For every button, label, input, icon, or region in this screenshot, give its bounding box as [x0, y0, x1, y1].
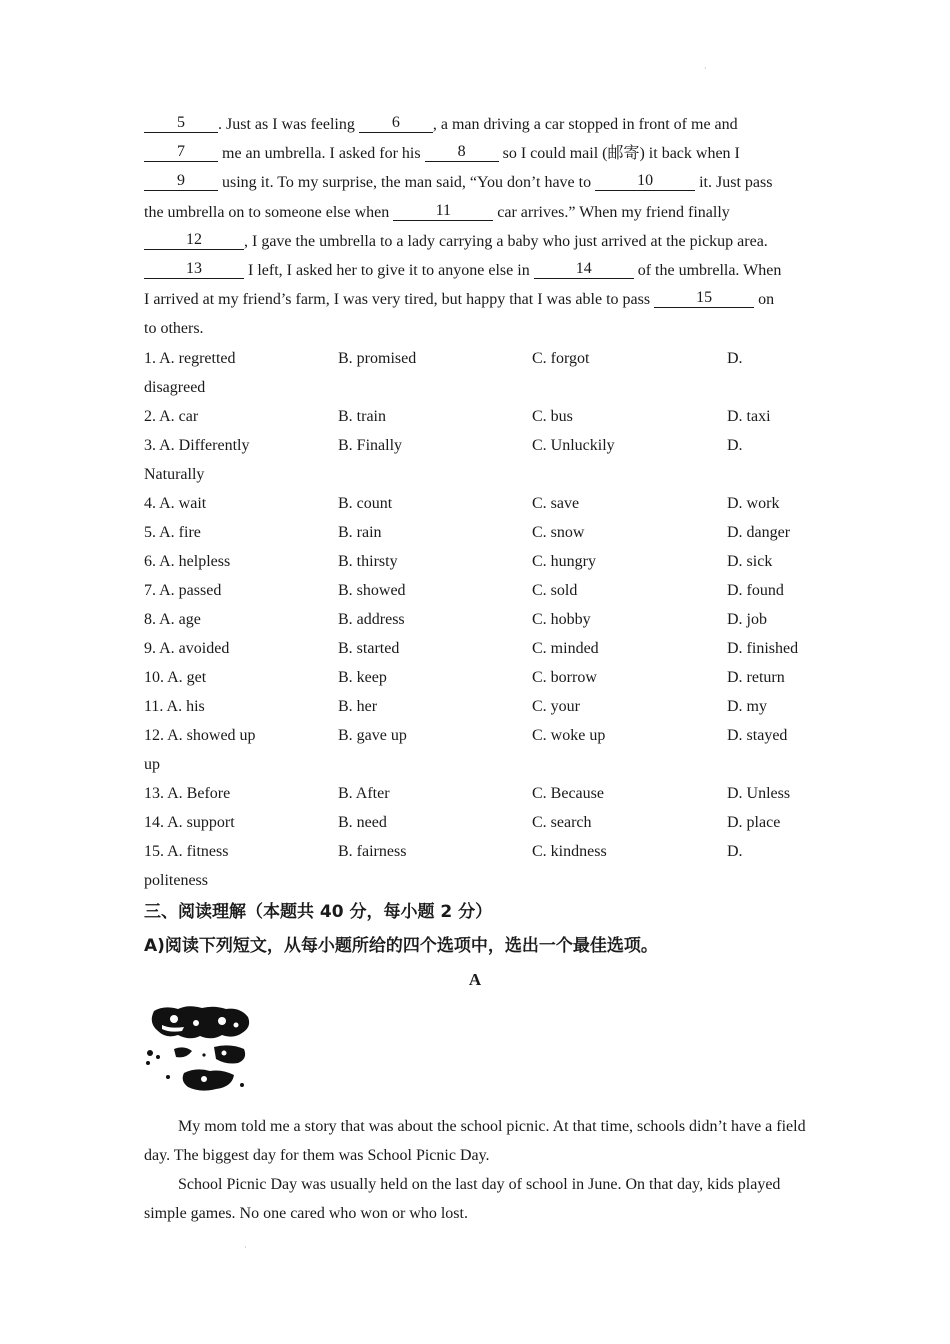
option-row: 5. A. fire B. rain C. snow D. danger	[144, 523, 791, 541]
option-wrap: politeness	[144, 871, 208, 889]
option-wrap: disagreed	[144, 378, 206, 396]
answer-blank: 15	[654, 289, 754, 308]
option-row: 12. A. showed up B. gave up C. woke up D. stayed	[144, 726, 788, 744]
option-row: 10. A. get B. keep C. borrow D. return	[144, 668, 785, 686]
answer-blank: 8	[425, 143, 499, 162]
picnic-illustration	[144, 1003, 254, 1095]
reading-passage	[144, 1112, 806, 1228]
passage-label: A	[468, 969, 482, 989]
answer-blank: 9	[144, 172, 218, 191]
option-row: 7. A. passed B. showed C. sold D. found	[144, 581, 784, 599]
passage-line: 12 , I gave the umbrella to a lady carrying a baby who just arrived at the pickup area.	[144, 227, 806, 256]
option-row: 9. A. avoided B. started C. minded D. finished	[144, 639, 799, 657]
section-subheading: A)阅读下列短文，从每小题所给的四个选项中，选出一个最佳选项。	[144, 935, 658, 956]
answer-blank: 11	[393, 202, 493, 221]
option-row: 4. A. wait B. count C. save D. work	[144, 494, 780, 512]
passage-line: I arrived at my friend’s farm, I was very tired, but happy that I was able to pass 15 on	[144, 289, 775, 309]
option-row: 11. A. his B. her C. your D. my	[144, 697, 767, 715]
section-heading: 三、阅读理解（本题共 40 分，每小题 2 分）	[144, 901, 493, 922]
scan-speck: ·	[704, 64, 707, 73]
option-row: 3. A. Differently B. Finally C. Unluckily D.	[144, 436, 743, 454]
passage-line: the umbrella on to someone else when 11 car arrives.” When my friend finally	[144, 201, 730, 221]
option-row: 2. A. car B. train C. bus D. taxi	[144, 407, 771, 425]
passage-paragraph: My mom told me a story that was about the school picnic. At that time, schools didn’t have a field day. The biggest day for them was School Picnic Day.	[144, 1117, 806, 1164]
answer-blank: 13	[144, 260, 244, 279]
passage-paragraph: School Picnic Day was usually held on the last day of school in June. On that day, kids played simple games. No one cared who won or who lost.	[144, 1175, 781, 1222]
answer-blank: 12	[144, 231, 244, 250]
option-row: 6. A. helpless B. thirsty C. hungry D. sick	[144, 552, 773, 570]
answer-blank: 14	[534, 260, 634, 279]
option-row: 15. A. fitness B. fairness C. kindness D.	[144, 842, 743, 860]
passage-line: 7 me an umbrella. I asked for his 8 so I could mail (邮寄) it back when I	[144, 139, 806, 168]
answer-blank: 7	[144, 143, 218, 162]
passage-line: 13 I left, I asked her to give it to anyone else in 14 of the umbrella. When	[144, 256, 806, 285]
answer-blank: 5	[144, 114, 218, 133]
option-row: 14. A. support B. need C. search D. place	[144, 813, 781, 831]
cloze-passage	[144, 110, 806, 344]
passage-line: 9 using it. To my surprise, the man said, “You don’t have to 10 it. Just pass	[144, 168, 806, 197]
option-row: 13. A. Before B. After C. Because D. Unless	[144, 784, 791, 802]
option-row: 8. A. age B. address C. hobby D. job	[144, 610, 767, 628]
answer-blank: 10	[595, 172, 695, 191]
option-row: 1. A. regretted B. promised C. forgot D.	[144, 349, 743, 367]
passage-line: to others.	[144, 320, 204, 338]
option-wrap: Naturally	[144, 465, 205, 483]
answer-blank: 6	[359, 114, 433, 133]
page-content	[144, 110, 806, 1228]
scan-speck: ·	[244, 1243, 247, 1252]
options-list	[144, 344, 806, 895]
option-wrap: up	[144, 755, 160, 773]
passage-line: 5 . Just as I was feeling 6 , a man driving a car stopped in front of me and	[144, 110, 806, 139]
